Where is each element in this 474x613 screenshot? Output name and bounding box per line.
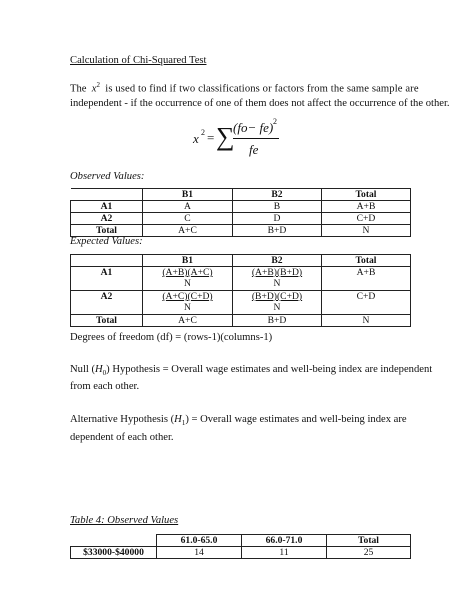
intro-symbol: x [91,83,97,95]
null-hypothesis-line-2: from each other. [70,381,140,392]
table-cell: B [233,201,322,213]
observed-header-empty [71,189,143,201]
formula-equals: = [207,130,215,145]
table-cell: 25 [327,547,411,559]
expected-header-total: Total [322,255,411,267]
table-cell: 14 [157,547,242,559]
alt-hypothesis-line-1 [70,413,407,430]
observed-table [70,188,411,237]
section-heading: Calculation of Chi-Squared Test [70,55,207,66]
chi-square-formula [193,118,293,164]
table-row [71,315,411,327]
table-cell: N [322,225,411,237]
row-label: A1 [71,201,143,213]
null-hypothesis-line-1 [70,363,432,380]
table-row [71,213,411,225]
table-cell: C [143,213,233,225]
table-cell: B+D [233,225,322,237]
intro-line-2: independent - if the occurrence of one of them does not affect the occurrence of the other. [70,98,450,109]
observed-header-row [71,189,411,201]
table4-header-col1: 61.0-65.0 [157,535,242,547]
null-post: ) Hypothesis = Overall wage estimates and well-being index are independent [106,364,433,375]
table-cell: A+B [322,267,411,291]
table-cell: A [143,201,233,213]
fraction-cell [143,267,233,291]
alt-hypothesis-line-2: dependent of each other. [70,432,174,443]
table-row [71,267,411,291]
expected-header-b1: B1 [143,255,233,267]
fraction-numerator: (A+B)(B+D) [251,267,303,278]
formula-lhs-sup: 2 [201,128,205,137]
table-cell: 11 [242,547,327,559]
degrees-of-freedom: Degrees of freedom (df) = (rows-1)(columns-1) [70,332,273,343]
null-sub: 0 [102,369,107,378]
expected-header-row [71,255,411,267]
intro-pre: The [70,83,87,95]
fraction-denominator: N [184,277,191,289]
expected-header-empty [71,255,143,267]
row-label: $33000-$40000 [71,547,157,559]
intro-line-1 [70,79,420,96]
observed-header-total: Total [322,189,411,201]
observed-header-b2: B2 [233,189,322,201]
fraction-denominator: N [273,277,281,289]
table4-header-row [71,535,411,547]
alt-sub: 1 [181,419,186,428]
formula-lhs: x [193,131,199,146]
row-label: Total [71,225,143,237]
table-row [71,547,411,559]
fraction-numerator: (B+D)(C+D) [251,291,303,302]
fraction-numerator: (A+C)(C+D) [162,291,213,302]
expected-header-b2: B2 [233,255,322,267]
alt-post: ) = Overall wage estimates and well-being index are [185,414,407,425]
table-cell: C+D [322,291,411,315]
table4-label: Table 4: Observed Values [70,515,179,526]
table-cell: A+C [143,225,233,237]
fraction-denominator: N [184,301,191,313]
fraction-denominator: N [273,301,281,313]
observed-header-b1: B1 [143,189,233,201]
fraction-cell [233,267,322,291]
table4-header-total: Total [327,535,411,547]
formula-denominator: fe [249,142,259,157]
alt-pre: Alternative Hypothesis ( [70,414,175,425]
fraction-numerator: (A+B)(A+C) [162,267,213,278]
expected-table [70,254,411,327]
table-cell: C+D [322,213,411,225]
row-label: A2 [71,213,143,225]
fraction-cell [233,291,322,315]
intro-rest: is used to find if two classifications or factors from the same sample are [105,83,419,95]
null-pre: Null ( [70,364,96,375]
fraction-cell [143,291,233,315]
table-row [71,201,411,213]
expected-label: Expected Values: [70,236,143,247]
formula-sigma: ∑ [216,122,235,151]
formula-numerator-sup: 2 [273,117,277,126]
row-label: Total [71,315,143,327]
null-symbol: H [95,364,103,375]
formula-fraction-bar [233,138,279,139]
table4-header-col2: 66.0-71.0 [242,535,327,547]
row-label: A2 [71,291,143,315]
row-label: A1 [71,267,143,291]
alt-symbol: H [174,414,182,425]
formula-numerator: (fo− fe) [233,120,274,135]
table4-header-empty [71,535,157,547]
table-cell: B+D [233,315,322,327]
intro-sup: 2 [96,81,100,89]
table-row [71,291,411,315]
table-cell: D [233,213,322,225]
table-cell: A+C [143,315,233,327]
table-cell: N [322,315,411,327]
observed-label: Observed Values: [70,171,145,182]
table-cell: A+B [322,201,411,213]
table4 [70,534,411,559]
